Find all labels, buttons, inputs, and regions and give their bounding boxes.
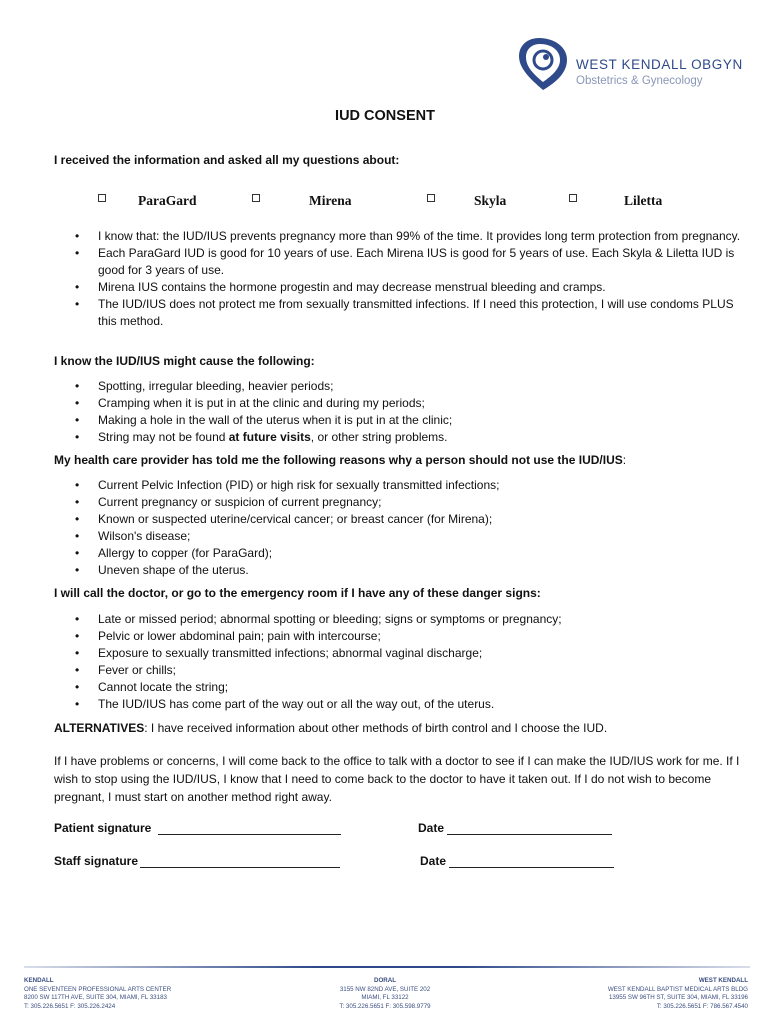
alternatives-line [54, 719, 754, 737]
list-item: • Current Pelvic Infection (PID) or high risk for sexually transmitted infections; [70, 477, 750, 494]
footer-west-kendall [608, 977, 748, 1011]
brand-name: WEST KENDALL OBGYN [576, 57, 743, 72]
footer-kendall-phone: T: 305.226.5651 F: 305.226.2424 [24, 1002, 116, 1010]
info-list [70, 228, 750, 330]
footer-doral-line2: MIAMI, FL 33122 [361, 994, 409, 1001]
staff-signature-label: Staff signature [54, 854, 139, 868]
list-item: • Each ParaGard IUD is good for 10 years of use. Each Mirena IUS is good for 5 years of use. Each Skyla & Liletta IUD is good for 3 years of use. [70, 245, 750, 279]
footer-west-kendall-line2: 13955 SW 96TH ST, SUITE 304, MIAMI, FL 33196 [608, 994, 748, 1001]
brand-subtitle: Obstetrics & Gynecology [576, 75, 703, 87]
list-item: • Late or missed period; abnormal spotting or bleeding; signs or symptoms or pregnancy; [70, 611, 750, 628]
skyla-checkbox[interactable] [427, 194, 435, 202]
list-item: • Uneven shape of the uterus. [70, 562, 750, 579]
patient-signature-label: Patient signature [54, 821, 152, 835]
option-mirena-label: Mirena [309, 193, 352, 208]
footer-kendall-name: KENDALL [24, 977, 54, 984]
risk-text: String may not be found [98, 430, 229, 444]
list-item: • Known or suspected uterine/cervical cancer; or breast cancer (for Mirena); [70, 511, 750, 528]
option-paragard-label: ParaGard [138, 193, 197, 208]
list-item: • Cramping when it is put in at the clinic and during my periods; [70, 395, 750, 412]
danger-list [70, 611, 750, 713]
footer-doral-name: DORAL [374, 977, 396, 984]
reasons-heading [54, 453, 626, 467]
mirena-checkbox[interactable] [252, 194, 260, 202]
list-item: • Current pregnancy or suspicion of current pregnancy; [70, 494, 750, 511]
patient-date-label: Date [418, 821, 445, 835]
brand-logo-icon [517, 36, 569, 92]
footer-west-kendall-phone: T: 305.226.5651 F: 786.567.4540 [656, 1002, 748, 1010]
staff-signature-field[interactable] [140, 857, 340, 868]
footer-doral-line1: 3155 NW 82ND AVE, SUITE 202 [339, 985, 431, 993]
option-skyla-label: Skyla [474, 193, 507, 208]
list-item: • Allergy to copper (for ParaGard); [70, 545, 750, 562]
list-item: • Making a hole in the wall of the uterus when it is put in at the clinic; [70, 412, 750, 429]
list-item: • Pelvic or lower abdominal pain; pain with intercourse; [70, 628, 750, 645]
footer-doral [310, 977, 460, 1011]
list-item: • The IUD/IUS has come part of the way out or all the way out, of the uterus. [70, 696, 750, 713]
footer-doral-phone: T: 305.226.5651 F: 305.598.9779 [339, 1002, 431, 1010]
list-item: • Fever or chills; [70, 662, 750, 679]
option-liletta-label: Liletta [624, 193, 663, 208]
list-item: • Exposure to sexually transmitted infections; abnormal vaginal discharge; [70, 645, 750, 662]
list-item: • The IUD/IUS does not protect me from sexually transmitted infections. If I need this protection, I will use condoms PLUS this method. [70, 296, 750, 330]
list-item: • Cannot locate the string; [70, 679, 750, 696]
list-item: • Spotting, irregular bleeding, heavier periods; [70, 378, 750, 395]
alternatives-text: : I have received information about other methods of birth control and I choose the IUD. [144, 721, 608, 735]
staff-date-field[interactable] [449, 857, 614, 868]
risk-emphasis: at future visits [228, 430, 311, 444]
liletta-checkbox[interactable] [569, 194, 577, 202]
reasons-heading-text: My health care provider has told me the following reasons why a person should not use the IUD/IUS [54, 453, 623, 467]
footer-kendall-line2: 8200 SW 117TH AVE, SUITE 304, MIAMI, FL 33183 [24, 994, 167, 1001]
danger-heading: I will call the doctor, or go to the emergency room if I have any of these danger signs: [54, 586, 541, 600]
list-item: • I know that: the IUD/IUS prevents pregnancy more than 99% of the time. It provides long term protection from pregnancy. [70, 228, 750, 245]
list-item [70, 429, 750, 446]
list-item: • Wilson's disease; [70, 528, 750, 545]
closing-paragraph: If I have problems or concerns, I will come back to the office to talk with a doctor to see if I can make the IUD/IUS work for me. If I wish to stop using the IUD/IUS, I know that I need to come back to the doctor to have it taken out. If I do not wish to become pregnant, I must start on another method right away. [54, 754, 740, 804]
alternatives-label: ALTERNATIVES [54, 721, 145, 735]
footer-divider [24, 966, 750, 968]
reasons-list [70, 477, 750, 579]
footer-kendall [24, 977, 171, 1011]
risks-heading: I know the IUD/IUS might cause the following: [54, 354, 315, 368]
paragard-checkbox[interactable] [98, 194, 106, 202]
patient-signature-field[interactable] [158, 824, 341, 835]
list-item: • Mirena IUS contains the hormone progestin and may decrease menstrual bleeding and cramps. [70, 279, 750, 296]
intro-text: I received the information and asked all my questions about: [54, 153, 400, 167]
risks-list [70, 378, 750, 446]
footer-kendall-line1: ONE SEVENTEEN PROFESSIONAL ARTS CENTER [24, 985, 172, 993]
footer-west-kendall-name: WEST KENDALL [698, 977, 748, 984]
risk-text: , or other string problems. [310, 430, 448, 444]
footer-west-kendall-line1: WEST KENDALL BAPTIST MEDICAL ARTS BLDG [607, 985, 748, 993]
staff-date-label: Date [420, 854, 447, 868]
page-title: IUD CONSENT [335, 108, 435, 124]
patient-date-field[interactable] [447, 824, 612, 835]
reasons-heading-colon: : [622, 453, 627, 467]
